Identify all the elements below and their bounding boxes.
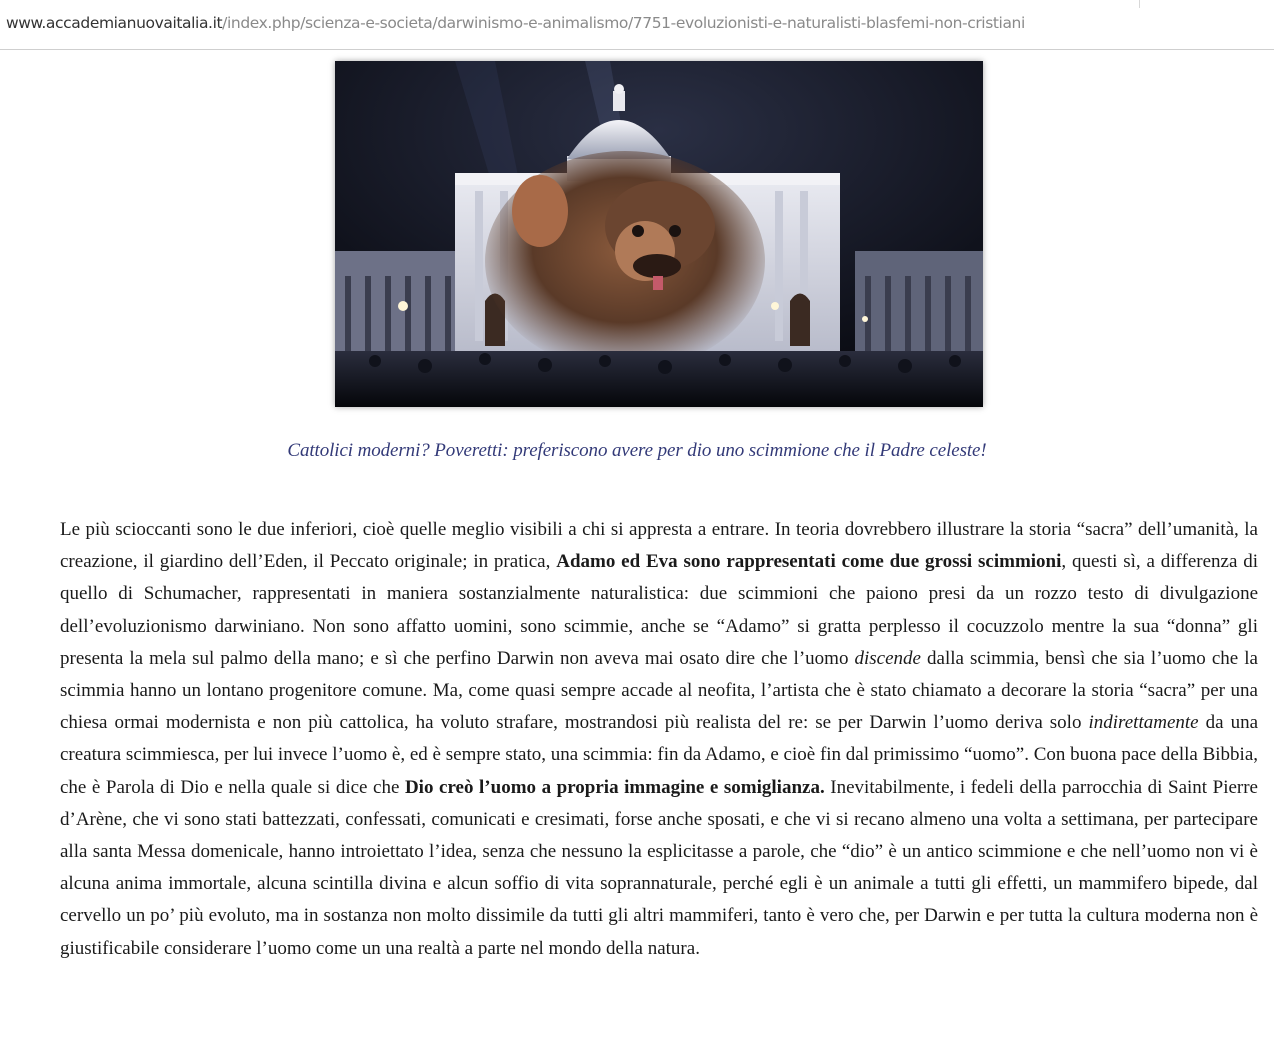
url-text[interactable]	[6, 14, 1025, 32]
article-italic-2: indirettamente	[1088, 712, 1199, 734]
figure-caption: Cattolici moderni? Poveretti: preferiscono avere per dio uno scimmione che il Padre celeste!	[287, 440, 987, 461]
basilica-projection-photo-icon	[335, 61, 983, 407]
article-text-2: , questi sì, a differenza di quello di Schumacher, rappresentati in maniera sostanzialmente naturalistica: due scimmioni che paiono presi da un rozzo testo di divulgazione dell’evoluzionismo darwiniano. Non sono affatto uomini, sono scimmie, anche se “Adamo” si gratta perplesso il cocuzzolo mentre la sua “donna” gli presenta la mela sul palmo della mano; e sì che perfino Darwin non aveva mai osato dire che l’uomo	[60, 551, 1259, 669]
article-bold-2: Dio creò l’uomo a propria immagine e somiglianza.	[404, 776, 825, 798]
article-text-1: Le più scioccanti sono le due inferiori, cioè quelle meglio visibili a chi si appresta a entrare. In teoria dovrebbero illustrare la storia “sacra” dell’umanità, la creazione, il giardino dell’Eden, il Peccato originale; in pratica,	[60, 519, 1258, 573]
address-bar-spacer	[1140, 0, 1274, 50]
article-italic-1: discende	[854, 647, 921, 669]
basilica-projection-photo	[335, 61, 983, 407]
article-paragraph	[60, 514, 1258, 965]
address-bar[interactable]	[0, 0, 1140, 50]
article-text-4: da una creatura scimmiesca, per lui invece l’uomo è, ed è sempre stato, una scimmia: fin da Adamo, e cioè fin dal primissimo “uomo”. Con buona pace della Bibbia, che è Parola di Dio e nella quale si dice che	[60, 712, 1258, 798]
url-domain: www.accademianuovaitalia.it	[6, 14, 223, 32]
article-bold-1: Adamo ed Eva sono rappresentati come due grossi scimmioni	[556, 551, 1062, 573]
article-text-5: Inevitabilmente, i fedeli della parrocchia di Saint Pierre d’Arène, che vi sono stati battezzati, confessati, comunicati e cresimati, forse anche sposati, e che vi si recano almeno una volta a settimana, per partecipare alla santa Messa domenicale, hanno introiettato l’idea, senza che nessuno la esplicitasse a parole, che “dio” è un antico scimmione e che nell’uomo non vi è alcuna anima immortale, alcuna scintilla divina e alcun soffio di vita soprannaturale, perché egli è un animale a tutti gli effetti, un mammifero bipede, dal cervello un po’ più evoluto, ma in sostanza non molto dissimile da tutti gli altri mammiferi, tanto è vero che, per Darwin e per tutta la cultura moderna non è giustificabile considerare l’uomo come un una realtà a parte nel mondo della natura.	[60, 776, 1258, 959]
url-path: /index.php/scienza-e-societa/darwinismo-e-animalismo/7751-evoluzionisti-e-naturalisti-blasfemi-non-cristiani	[222, 14, 1025, 32]
article-text-3: dalla scimmia, bensì che sia l’uomo che la scimmia hanno un lontano progenitore comune. Ma, come quasi sempre accade al neofita, l’artista che è stato chiamato a decorare la storia “sacra” per una chiesa ormai modernista e non più cattolica, ha voluto strafare, mostrandosi più realista del re: se per Darwin l’uomo deriva solo	[60, 647, 1258, 734]
